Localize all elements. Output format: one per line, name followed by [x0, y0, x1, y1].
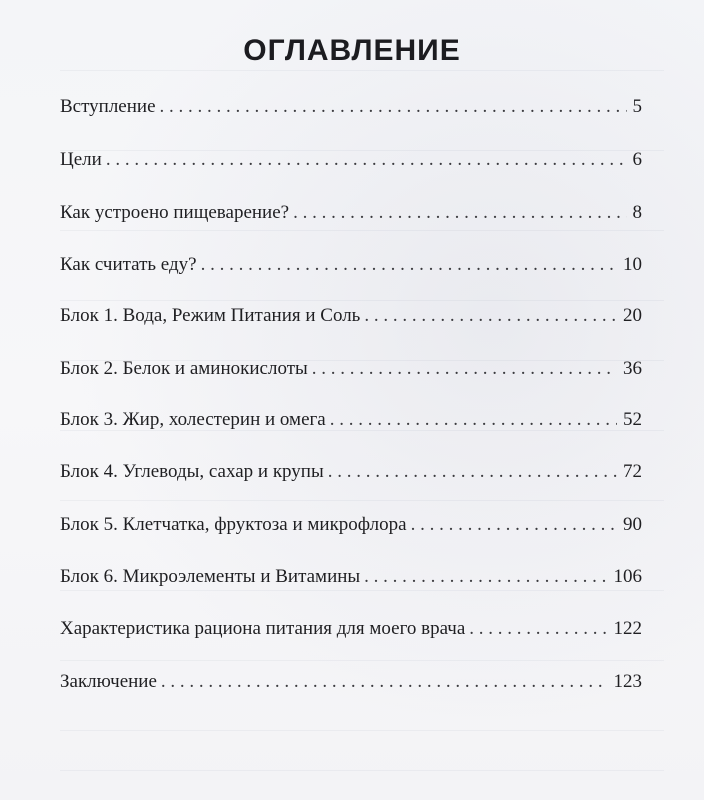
dot-leader: [161, 667, 608, 697]
toc-entry-label: Как считать еду?: [60, 254, 197, 275]
toc-entry[interactable]: [60, 92, 642, 122]
toc-entry-label: Блок 5. Клетчатка, фруктоза и микрофлора: [60, 514, 407, 535]
toc-entry-page: 90: [623, 514, 642, 535]
toc-entry-page: 122: [613, 618, 642, 639]
toc-entry[interactable]: [60, 667, 642, 697]
dot-leader: [469, 614, 607, 644]
bleed-through-line: [60, 230, 664, 231]
toc-entry[interactable]: [60, 250, 642, 280]
toc-entry-page: 8: [632, 202, 642, 223]
dot-leader: [330, 405, 617, 435]
bleed-through-line: [60, 770, 664, 771]
toc-entry-label: Блок 3. Жир, холестерин и омега: [60, 409, 326, 430]
toc-entry-page: 72: [623, 461, 642, 482]
bleed-through-line: [60, 730, 664, 731]
toc-entry-page: 123: [613, 671, 642, 692]
bleed-through-line: [60, 70, 664, 71]
toc-entry[interactable]: [60, 614, 642, 644]
toc-entry-page: 52: [623, 409, 642, 430]
dot-leader: [411, 510, 617, 540]
bleed-through-line: [60, 500, 664, 501]
toc-entry[interactable]: [60, 405, 642, 435]
toc-entry-page: 10: [623, 254, 642, 275]
dot-leader: [328, 457, 617, 487]
dot-leader: [312, 354, 617, 384]
toc-entry-page: 5: [632, 96, 642, 117]
dot-leader: [106, 145, 627, 175]
toc-entry-label: Блок 4. Углеводы, сахар и крупы: [60, 461, 324, 482]
toc-entry-page: 20: [623, 305, 642, 326]
toc-entry[interactable]: [60, 354, 642, 384]
dot-leader: [201, 250, 617, 280]
toc-entry[interactable]: [60, 562, 642, 592]
toc-entry[interactable]: [60, 510, 642, 540]
bleed-through-line: [60, 660, 664, 661]
toc-entry-page: 36: [623, 358, 642, 379]
dot-leader: [293, 198, 626, 228]
page-title: ОГЛАВЛЕНИЕ: [243, 34, 461, 67]
toc-entry-label: Как устроено пищеварение?: [60, 202, 290, 223]
dot-leader: [160, 92, 627, 122]
toc-entry[interactable]: [60, 198, 642, 228]
dot-leader: [364, 301, 617, 331]
toc-entry-label: Блок 1. Вода, Режим Питания и Соль: [60, 305, 361, 326]
toc-entry-label: Вступление: [60, 96, 156, 117]
toc-entry-page: 106: [613, 566, 642, 587]
toc-entry[interactable]: [60, 301, 642, 331]
toc-entry-label: Характеристика рациона питания для моего врача: [60, 618, 466, 639]
toc-entry[interactable]: [60, 457, 642, 487]
toc-entry-label: Заключение: [60, 671, 157, 692]
toc-entry-label: Блок 6. Микроэлементы и Витамины: [60, 566, 361, 587]
toc-entry-label: Блок 2. Белок и аминокислоты: [60, 358, 308, 379]
toc-entry[interactable]: [60, 145, 642, 175]
toc-entry-label: Цели: [60, 149, 102, 170]
dot-leader: [364, 562, 607, 592]
toc-entry-page: 6: [632, 149, 642, 170]
